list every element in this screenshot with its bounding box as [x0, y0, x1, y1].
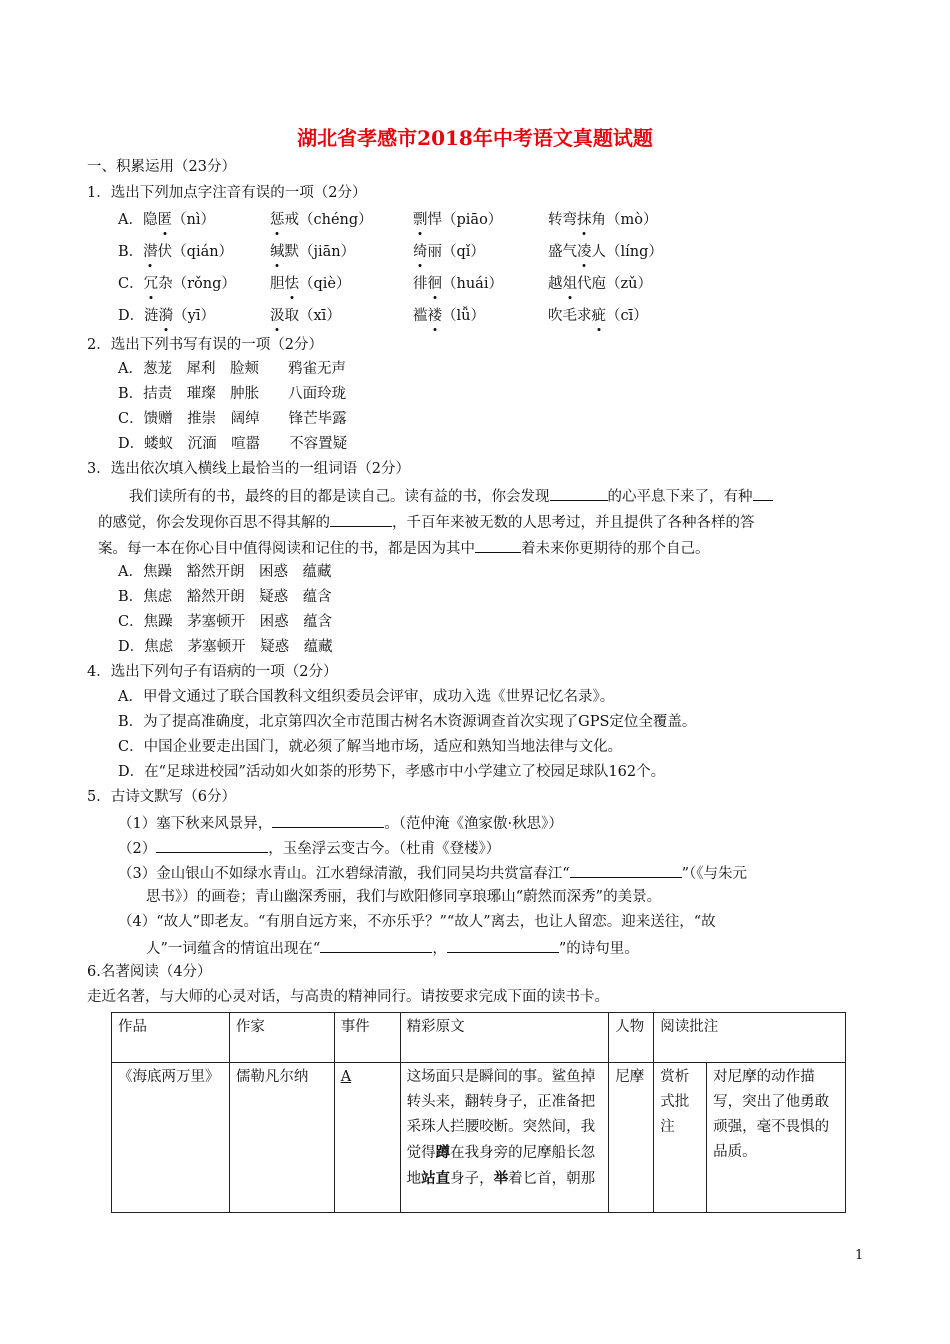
header-author: 作家 [229, 1013, 334, 1063]
q4-option-a: A．甲骨文通过了联合国教科文组织委员会评审，成功入选《世界记忆名录》。 [118, 689, 615, 705]
header-annotation: 阅读批注 [654, 1013, 846, 1063]
q5-item-3: （3）金山银山不如绿水青山。江水碧绿清澈，我们同吴均共赏富春江“ ”（《与朱元 [118, 861, 747, 885]
q5-item-4-cont: 人”一词蕴含的情谊出现在“ ， ”的诗句里。 [146, 936, 639, 960]
q1-a-2: 惩戒（chéng） [270, 212, 373, 228]
q3-blank-4[interactable] [475, 536, 521, 553]
q2-option-d: D．蝼蚁 沉湎 喧嚣 不容置疑 [118, 436, 348, 452]
q5-blank-3[interactable] [570, 861, 682, 878]
q1-a-1: A．隐匿（nì） [118, 212, 215, 228]
q3-passage-line-1: 我们读所有的书，最终的目的都是读自己。读有益的书，你会发现 的心平息下来了，有种 [129, 484, 773, 508]
q3-stem: 3．选出依次填入横线上最恰当的一组词语（2分） [87, 461, 410, 477]
cell-annotation-type: 赏析式批注 [654, 1063, 707, 1213]
q1-d-3: 褴褛（lǚ） [413, 308, 485, 324]
q5-item-2: （2） ，玉垒浮云变古今。（杜甫《登楼》） [118, 836, 500, 860]
q5-blank-5[interactable] [447, 936, 559, 953]
q4-option-d: D．在“足球进校园”活动如火如荼的形势下，孝感市中小学建立了校园足球队162个。 [118, 764, 666, 780]
page-title: 湖北省孝感市2018年中考语文真题试题 [297, 126, 653, 150]
reading-card-table [111, 1012, 846, 1213]
q3-blank-1[interactable] [550, 484, 608, 501]
q3-option-d: D．焦虑 茅塞顿开 疑惑 蕴藏 [118, 639, 333, 655]
q5-blank-1[interactable] [272, 811, 384, 828]
q2-option-a: A．葱茏 犀利 脸颊 鸦雀无声 [118, 361, 346, 377]
q2-option-c: C．馈赠 推崇 阔绰 锋芒毕露 [118, 411, 347, 427]
q2-option-b: B．拮责 璀璨 肿胀 八面玲珑 [118, 386, 347, 402]
q6-stem: 6.名著阅读（4分） [87, 964, 212, 980]
q1-c-3: 徘徊（huái） [413, 276, 503, 292]
q1-b-1: B．潜伏（qián） [118, 244, 234, 260]
q1-a-4: 转弯抹角（mò） [548, 212, 658, 228]
q3-passage-line-2: 的感觉，你会发现你百思不得其解的 ，千百年来被无数的人思考过，并且提供了各种各样的答 [98, 510, 755, 534]
q1-d-1: D．涟漪（yī） [118, 308, 215, 324]
cell-person: 尼摩 [609, 1063, 654, 1213]
event-answer-blank[interactable]: A [340, 1069, 352, 1085]
q3-passage-line-3: 案。每一本在你心目中值得阅读和记住的书，都是因为其中 着未来你更期待的那个自己。 [98, 536, 710, 560]
q5-item-1: （1）塞下秋来风景异， 。（范仲淹《渔家傲·秋思》） [118, 811, 563, 835]
q1-stem: 1．选出下列加点字注音有误的一项（2分） [87, 185, 367, 201]
cell-work: 《海底两万里》 [112, 1063, 230, 1213]
q4-option-c: C．中国企业要走出国门，就必须了解当地市场，适应和熟知当地法律与文化。 [118, 739, 623, 755]
page-number: 1 [855, 1248, 864, 1263]
q1-b-2: 缄默（jiān） [270, 244, 356, 260]
q3-option-a: A．焦躁 豁然开朗 困惑 蕴藏 [118, 564, 332, 580]
q3-option-b: B．焦虑 豁然开朗 疑惑 蕴含 [118, 589, 332, 605]
q5-item-4: （4）“故人”即老友。“有朋自远方来，不亦乐乎？”“故人”离去，也让人留恋。迎来送往，“故 [118, 914, 716, 930]
q5-blank-2[interactable] [156, 836, 268, 853]
header-text: 精彩原文 [400, 1013, 609, 1063]
q5-item-3-cont: 思书》）的画卷；青山幽深秀丽，我们与欧阳修同享琅琊山“蔚然而深秀”的美景。 [146, 889, 662, 905]
table-row [112, 1063, 846, 1213]
cell-annotation-comment: 对尼摩的动作描写，突出了他勇敢顽强，毫不畏惧的品质。 [707, 1063, 846, 1213]
q4-option-b: B．为了提高准确度，北京第四次全市范围古树名木资源调查首次实现了GPS定位全覆盖。 [118, 714, 697, 730]
q6-intro: 走近名著，与大师的心灵对话，与高贵的精神同行。请按要求完成下面的读书卡。 [87, 989, 609, 1005]
q1-d-4: 吹毛求疵（cī） [548, 308, 648, 324]
section-heading: 一、积累运用（23分） [87, 159, 236, 175]
q3-blank-2[interactable] [753, 484, 773, 501]
q1-b-3: 绮丽（qǐ） [413, 244, 485, 260]
header-person: 人物 [609, 1013, 654, 1063]
q2-stem: 2．选出下列书写有误的一项（2分） [87, 337, 323, 353]
q1-c-1: C．冗杂（rǒng） [118, 276, 236, 292]
q1-a-3: 剽悍（piāo） [413, 212, 503, 228]
q1-c-4: 越俎代庖（zǔ） [548, 276, 652, 292]
q3-option-c: C．焦躁 茅塞顿开 困惑 蕴含 [118, 614, 333, 630]
q5-stem: 5．古诗文默写（6分） [87, 789, 236, 805]
cell-author: 儒勒凡尔纳 [229, 1063, 334, 1213]
table-header-row [112, 1013, 846, 1063]
q1-b-4: 盛气凌人（líng） [548, 244, 663, 260]
q4-stem: 4．选出下列句子有语病的一项（2分） [87, 664, 338, 680]
q3-blank-3[interactable] [330, 510, 392, 527]
q1-d-2: 汲取（xī） [270, 308, 341, 324]
cell-event [334, 1063, 400, 1213]
q5-blank-4[interactable] [320, 936, 432, 953]
q1-c-2: 胆怯（qiè） [270, 276, 351, 292]
header-event: 事件 [334, 1013, 400, 1063]
header-work: 作品 [112, 1013, 230, 1063]
cell-text: 这场面只是瞬间的事。鲨鱼掉转头来，翻转身子，正准备把采珠人拦腰咬断。突然间，我觉得蹲在我身旁的尼摩船长忽地站直身子，举着匕首，朝那 [400, 1063, 609, 1213]
